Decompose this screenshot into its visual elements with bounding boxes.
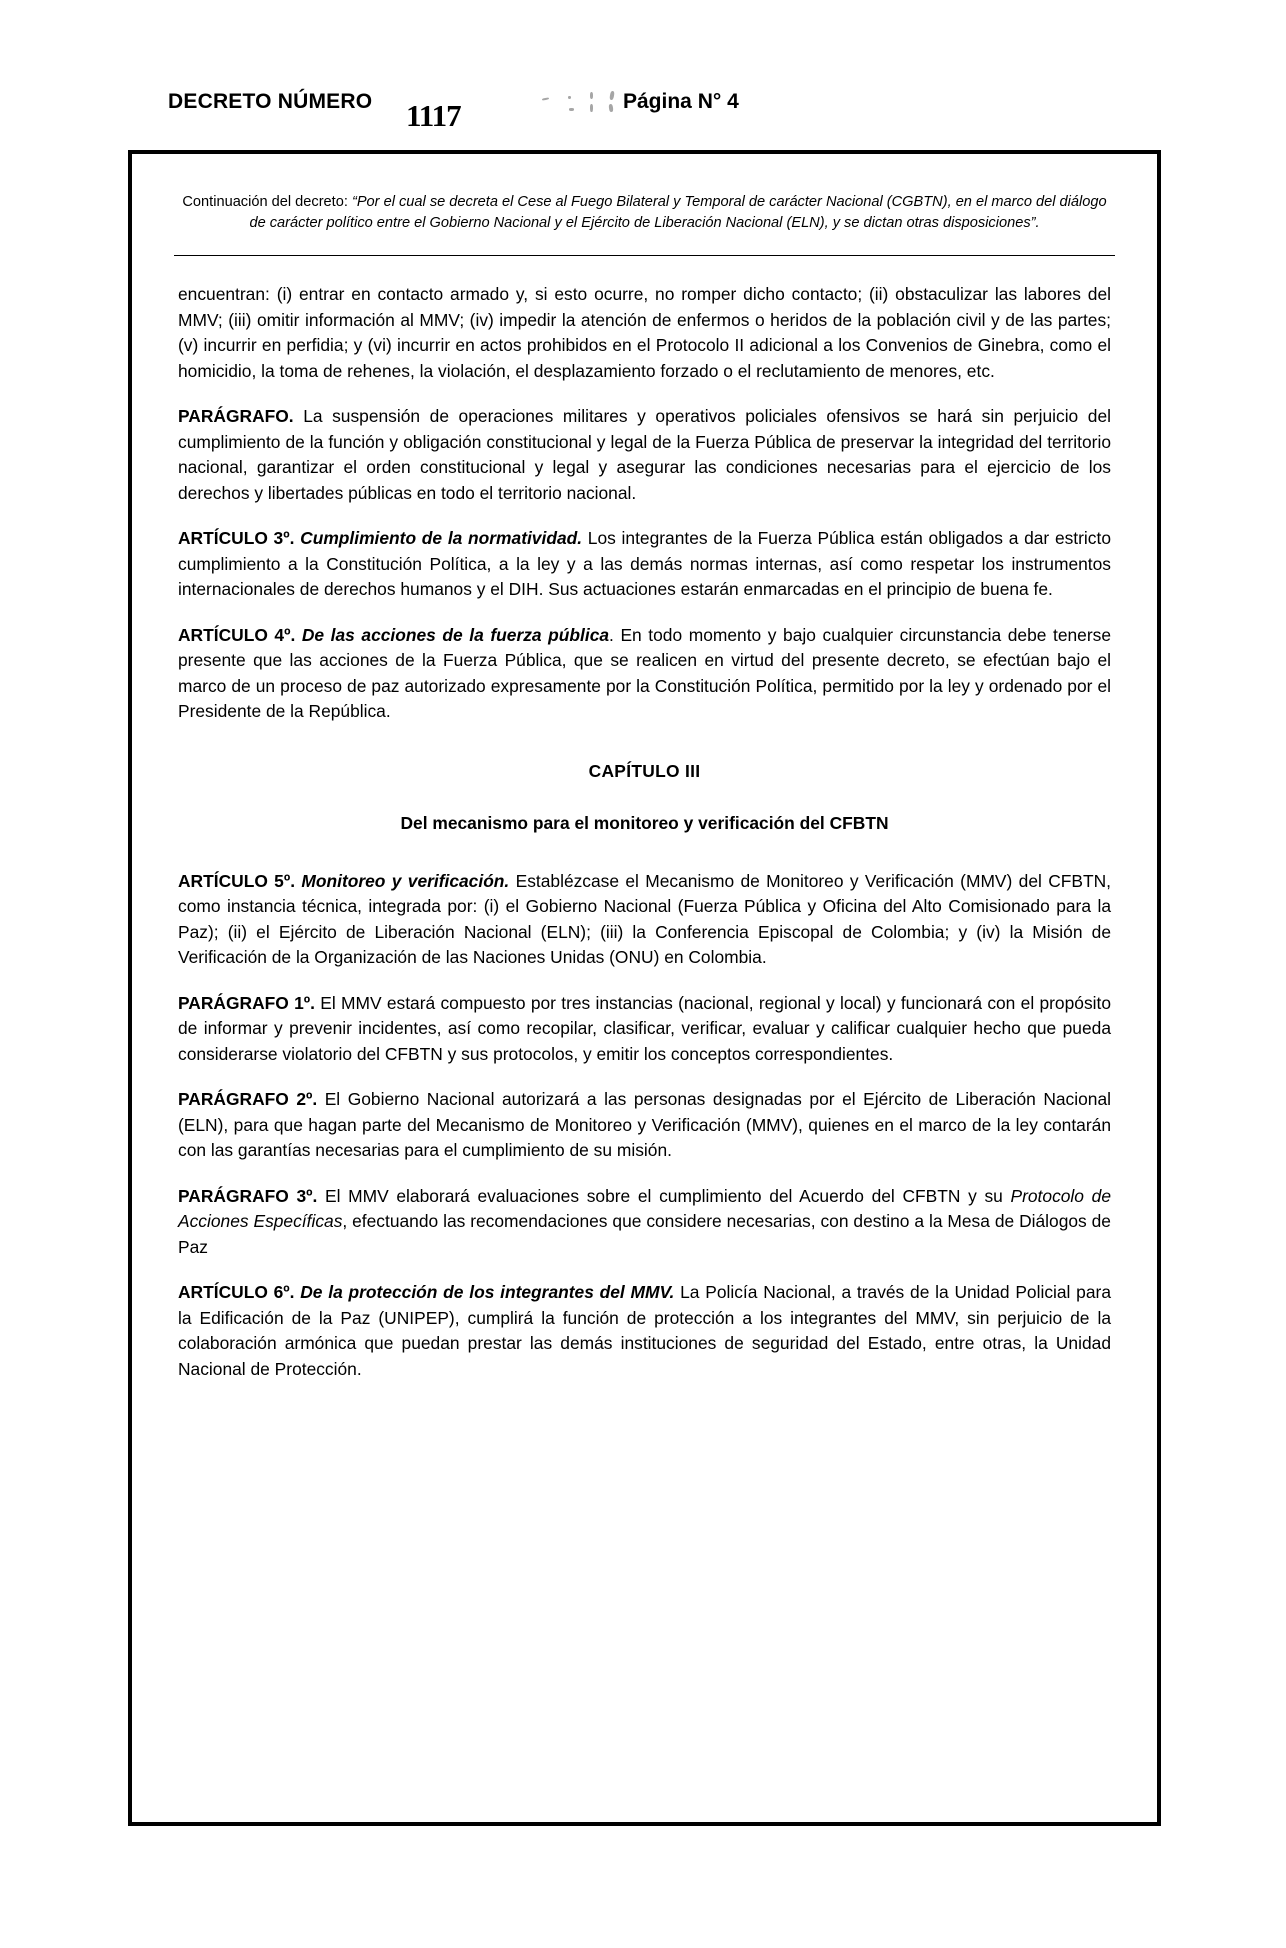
- paragraph-paragrafo-3: [178, 1184, 1111, 1261]
- paragraph-paragrafo: [178, 404, 1111, 506]
- ink-smudge-marks: [540, 88, 620, 118]
- paragrafo-1-label: PARÁGRAFO 1º.: [178, 992, 315, 1013]
- decree-heading: DECRETO NÚMERO: [168, 90, 373, 113]
- paragrafo-text: La suspensión de operaciones militares y operativos policiales ofensivos se hará sin perjuicio del cumplimiento de la función y obligación constitucional y legal de la Fuerza Pública de preservar la integridad del territorio nacional, garantizar el orden constitucional y legal y asegurar las condiciones necesarias para el ejercicio de los derechos y libertades públicas en todo el territorio nacional.: [178, 406, 1111, 503]
- paragrafo-1-text: El MMV estará compuesto por tres instancias (nacional, regional y local) y funcionará con el propósito de informar y prevenir incidentes, así como recopilar, clasificar, verificar, evaluar y calificar cualquier hecho que pueda considerarse violatorio del CFBTN y sus protocolos, y emitir los conceptos correspondientes.: [178, 992, 1112, 1064]
- decree-number-value: 1117: [406, 98, 461, 133]
- articulo-4-title: De las acciones de la fuerza pública: [295, 624, 610, 645]
- frame-inner: [156, 178, 1133, 1812]
- articulo-5-title: Monitoreo y verificación.: [295, 870, 510, 891]
- paragraph-articulo-5: [178, 869, 1111, 971]
- chapter-subtitle: Del mecanismo para el monitoreo y verificación del CFBTN: [400, 813, 889, 834]
- header-divider: [174, 255, 1115, 256]
- paragraph-articulo-3: [178, 526, 1111, 603]
- continuation-quoted-title: “Por el cual se decreta el Cese al Fuego Bilateral y Temporal de carácter Nacional (CGBTN), en el marco del diálogo de carácter político entre el Gobierno Nacional y el Ejército de Liberación Nacional (ELN), y se dictan otras disposiciones”.: [249, 194, 1107, 231]
- articulo-4-text: . En todo momento y bajo cualquier circunstancia debe tenerse presente que las acciones de la Fuerza Pública, que se realicen en virtud del presente decreto, se efectúan bajo el marco de un proceso de paz autorizado expresamente por la Constitución Política, permitido por la ley y ordenado por el Presidente de la República.: [178, 624, 1111, 722]
- paragrafo-2-text: El Gobierno Nacional autorizará a las personas designadas por el Ejército de Liberación Nacional (ELN), para que hagan parte del Mecanismo de Monitoreo y Verificación (MMV), quienes en el marco de la ley contarán con las garantías necesarias para el cumplimiento de su misión.: [178, 1089, 1111, 1161]
- continuation-lead: Continuación del decreto:: [182, 194, 352, 210]
- paragrafo-3-protocol-title: Protocolo de Acciones Específicas: [178, 1185, 1111, 1232]
- articulo-3-text: Los integrantes de la Fuerza Pública están obligados a dar estricto cumplimiento a la Constitución Política, a la ley y a las demás normas internas, así como respetar los instrumentos internacionales de derechos humanos y el DIH. Sus actuaciones estarán enmarcadas en el principio de buena fe.: [178, 528, 1111, 600]
- articulo-6-label: ARTÍCULO 6º.: [178, 1282, 295, 1303]
- document-body: [178, 282, 1111, 1382]
- paragrafo-3-text-a: El MMV elaborará evaluaciones sobre el cumplimiento del Acuerdo del CFBTN y su: [317, 1185, 1011, 1206]
- page-number-label: Página N° 4: [623, 90, 739, 113]
- decree-number-stamp: [406, 98, 461, 134]
- articulo-6-text: La Policía Nacional, a través de la Unidad Policial para la Edificación de la Paz (UNIPEP), cumplirá la función de protección a los integrantes del MMV, sin perjuicio de la colaboración armónica que puedan prestar las demás instituciones de seguridad del Estado, entre otras, la Unidad Nacional de Protección.: [178, 1282, 1111, 1379]
- articulo-6-title: De la protección de los integrantes del MMV.: [294, 1282, 675, 1303]
- paragraph-paragrafo-1: [178, 991, 1111, 1068]
- continuation-note: [174, 192, 1115, 233]
- paragraph-articulo-6: [178, 1280, 1111, 1382]
- paragrafo-3-text-b: , efectuando las recomendaciones que considere necesarias, con destino a la Mesa de Diálogos de Paz: [178, 1211, 1111, 1257]
- paragraph-encuentran: [178, 282, 1111, 384]
- page-header: [168, 80, 1118, 140]
- document-frame: [128, 150, 1161, 1826]
- paragrafo-label: PARÁGRAFO.: [178, 406, 294, 427]
- articulo-5-text: Establézcase el Mecanismo de Monitoreo y Verificación (MMV) del CFBTN, como instancia técnica, integrada por: (i) el Gobierno Nacional (Fuerza Pública y Oficina del Alto Comisionado para la Paz); (ii) el Ejército de Liberación Nacional (ELN); (iii) la Conferencia Episcopal de Colombia; y (iv) la Misión de Verificación de la Organización de las Naciones Unidas (ONU) en Colombia.: [178, 870, 1111, 968]
- paragraph-articulo-4: [178, 623, 1111, 725]
- articulo-3-title: Cumplimiento de la normatividad.: [294, 528, 583, 549]
- paragrafo-3-label: PARÁGRAFO 3º.: [178, 1185, 318, 1206]
- paragrafo-2-label: PARÁGRAFO 2º.: [178, 1089, 318, 1110]
- articulo-3-label: ARTÍCULO 3º.: [178, 528, 295, 549]
- articulo-4-label: ARTÍCULO 4º.: [178, 624, 296, 645]
- paragraph-encuentran-text: encuentran: (i) entrar en contacto armado y, si esto ocurre, no romper dicho contacto; (ii) obstaculizar las labores del MMV; (iii) omitir información al MMV; (iv) impedir la atención de enfermos o heridos de la población civil y de las partes; (v) incurrir en perfidia; y (vi) incurrir en actos prohibidos en el Protocolo II adicional a los Convenios de Ginebra, como el homicidio, la toma de rehenes, la violación, el desplazamiento forzado o el reclutamiento de menores, etc.: [178, 284, 1111, 381]
- paragraph-paragrafo-2: [178, 1087, 1111, 1164]
- articulo-5-label: ARTÍCULO 5º.: [178, 870, 296, 891]
- chapter-heading: CAPÍTULO III: [588, 760, 701, 781]
